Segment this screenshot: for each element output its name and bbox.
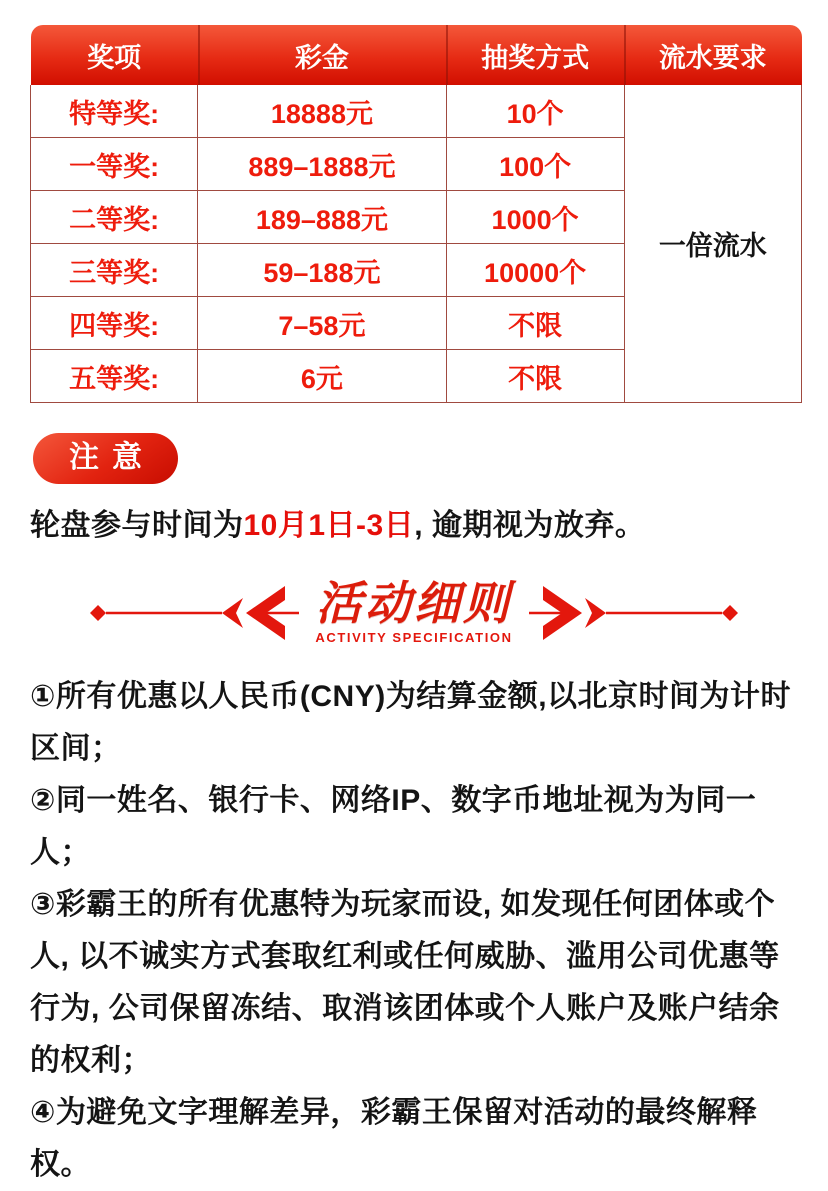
header-cell-bonus: 彩金	[198, 25, 446, 85]
table-row	[31, 85, 802, 138]
notice-badge: 注意	[33, 433, 178, 484]
bonus-cell: 7–58元	[198, 297, 446, 350]
bonus-cell: 6元	[198, 350, 446, 403]
rule-item: ①所有优惠以人民币(CNY)为结算金额,以北京时间为计时区间；	[30, 680, 792, 765]
rule-item: ②同一姓名、银行卡、网络IP、数字币地址视为为同一人；	[30, 784, 757, 869]
bonus-cell: 889–1888元	[198, 138, 446, 191]
draw-cell: 不限	[446, 297, 624, 350]
prize-cell: 三等奖:	[31, 244, 198, 297]
draw-cell: 10000个	[446, 244, 624, 297]
notice-text-suffix: , 逾期视为放弃。	[414, 509, 646, 542]
turnover-cell: 一倍流水	[624, 85, 801, 403]
section-title: 活动细则	[316, 577, 512, 629]
notice-text-prefix: 轮盘参与时间为	[30, 509, 244, 542]
rule-item: ④为避免文字理解差异，彩霸王保留对活动的最终解释权。	[30, 1096, 758, 1181]
draw-cell: 100个	[446, 138, 624, 191]
section-subtitle: ACTIVITY SPECIFICATION	[315, 630, 513, 645]
promo-page	[0, 25, 828, 1181]
date-highlight: 10月1日-3日	[243, 509, 415, 542]
prize-cell: 四等奖:	[31, 297, 198, 350]
bonus-cell: 59–188元	[198, 244, 446, 297]
bonus-cell: 189–888元	[198, 191, 446, 244]
header-cell-prize: 奖项	[31, 25, 198, 85]
prize-table	[30, 25, 802, 403]
prize-cell: 二等奖:	[31, 191, 198, 244]
rule-item: ③彩霸王的所有优惠特为玩家而设, 如发现任何团体或个人, 以不诚实方式套取红利或任何威胁、滥用公司优惠等行为, 公司保留冻结、取消该团体或个人账户及账户结余的权利；	[30, 888, 780, 1077]
prize-cell: 特等奖:	[31, 85, 198, 138]
section-title-block	[307, 577, 521, 645]
draw-cell: 1000个	[446, 191, 624, 244]
notice-text	[30, 508, 800, 544]
header-cell-turnover: 流水要求	[624, 25, 801, 85]
divider-arrow-right-icon	[529, 581, 739, 645]
draw-cell: 不限	[446, 350, 624, 403]
rules-list	[30, 671, 802, 1191]
prize-cell: 一等奖:	[31, 138, 198, 191]
draw-cell: 10个	[446, 85, 624, 138]
section-divider	[44, 577, 784, 645]
table-header-row	[31, 25, 802, 85]
prize-cell: 五等奖:	[31, 350, 198, 403]
header-cell-draw: 抽奖方式	[446, 25, 624, 85]
divider-arrow-left-icon	[89, 581, 299, 645]
bonus-cell: 18888元	[198, 85, 446, 138]
